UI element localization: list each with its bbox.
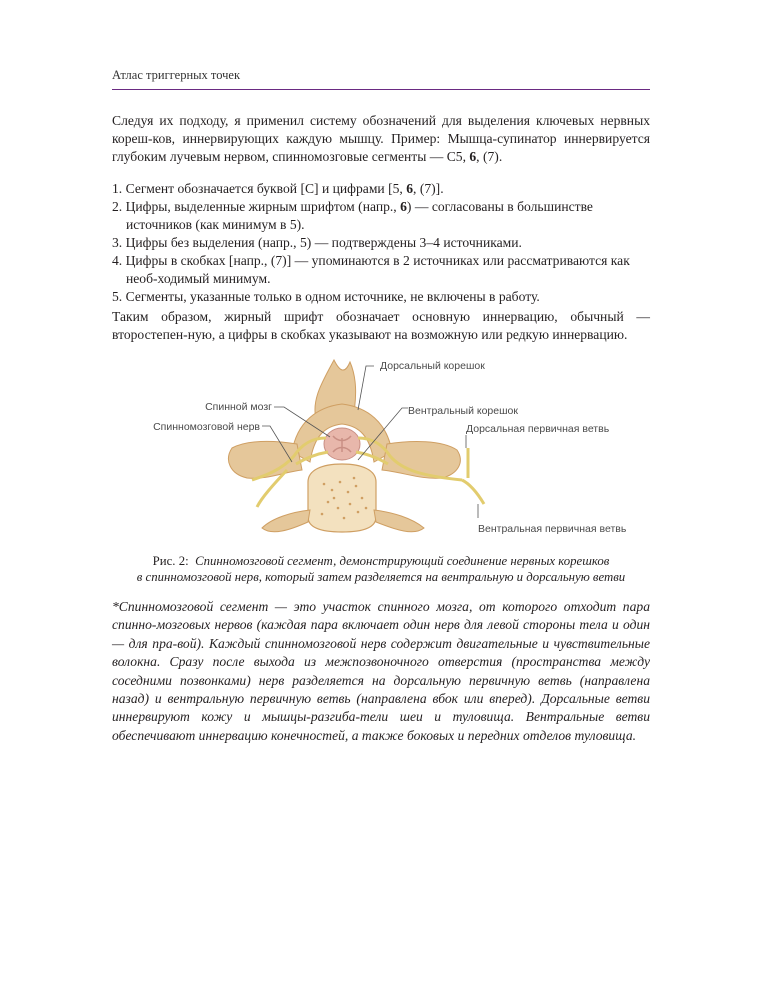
label-ventral-root: Вентральный корешок: [408, 405, 518, 417]
list-item: 4. Цифры в скобках [напр., (7)] — упоминаются в 2 источниках или рассматриваются как необ-ходимый минимум.: [112, 253, 630, 286]
intro-bold-value: 6: [469, 149, 477, 164]
notation-rules-list: [112, 180, 650, 306]
caption-label: Рис. 2:: [152, 554, 189, 568]
list-item: 2. Цифры, выделенные жирным шрифтом (напр., 6) — согласованы в большинстве источников (как минимум в 5).: [112, 199, 593, 232]
list-item: 3. Цифры без выделения (напр., 5) — подтверждены 3–4 источниками.: [112, 235, 522, 250]
label-spinal-cord: Спинной мозг: [205, 401, 272, 413]
vertebral-body: [308, 464, 376, 532]
footnote: *Спинномозговой сегмент — это участок спинного мозга, от которого отходит пара спинно-мозговых нервов (каждая пара включает один нерв для левой стороны тела и один — для пра-вой). Каждый спинномозговой нерв содержит двигательные и чувствительные волокна. Сразу после выхода из межпозвоночного отверстия (пространства между соседними позвонками) нерв разделяется на дорсальную первичную ветвь (направлена назад) и вентральную первичную ветвь (направлена вбок или вперед). Дорсальные ветви иннервируют кожу и мышцы-разгиба-тели шеи и туловища. Вентральные ветви обеспечивают иннервацию конечностей, а также боковых и передних отделов туловища.: [112, 599, 650, 743]
right-lower-process: [374, 510, 424, 532]
list-item: 1. Сегмент обозначается буквой [C] и цифрами [5, 6, (7)].: [112, 181, 444, 196]
running-header: Атлас триггерных точек: [112, 68, 241, 82]
spinal-segment-figure: [112, 352, 650, 547]
intro-text: Следуя их подходу, я применил систему обозначений для выделения ключевых нервных кореш-ков, иннервирующих каждую мышцу. Пример: Мышца-супинатор иннервируется глубоким лучевым нервом, спинномозговые сегменты — C5,: [112, 113, 650, 164]
spinal-segment-illustration: [112, 352, 650, 547]
label-dorsal-root: Дорсальный корешок: [380, 360, 485, 372]
label-dorsal-ramus: Дорсальная первичная ветвь: [466, 423, 610, 435]
header-rule: [112, 89, 650, 90]
caption-line-2: в спинномозговой нерв, который затем разделяется на вентральную и дорсальную ветви: [136, 570, 626, 584]
figure-caption: [112, 553, 650, 585]
left-lower-process: [262, 510, 310, 532]
label-ventral-ramus: Вентральная первичная ветвь: [478, 523, 627, 535]
intro-suffix: , (7).: [476, 149, 503, 164]
caption-line-1: Спинномозговой сегмент, демонстрирующий соединение нервных корешков: [195, 554, 610, 568]
list-item: 5. Сегменты, указанные только в одном источнике, не включены в работу.: [112, 289, 540, 304]
label-spinal-nerve: Спинномозговой нерв: [153, 421, 260, 433]
intro-paragraph: [112, 112, 650, 166]
summary-paragraph: Таким образом, жирный шрифт обозначает основную иннервацию, обычный — второстепен-ную, а цифры в скобках указывают на возможную или редкую иннервацию.: [112, 309, 650, 342]
